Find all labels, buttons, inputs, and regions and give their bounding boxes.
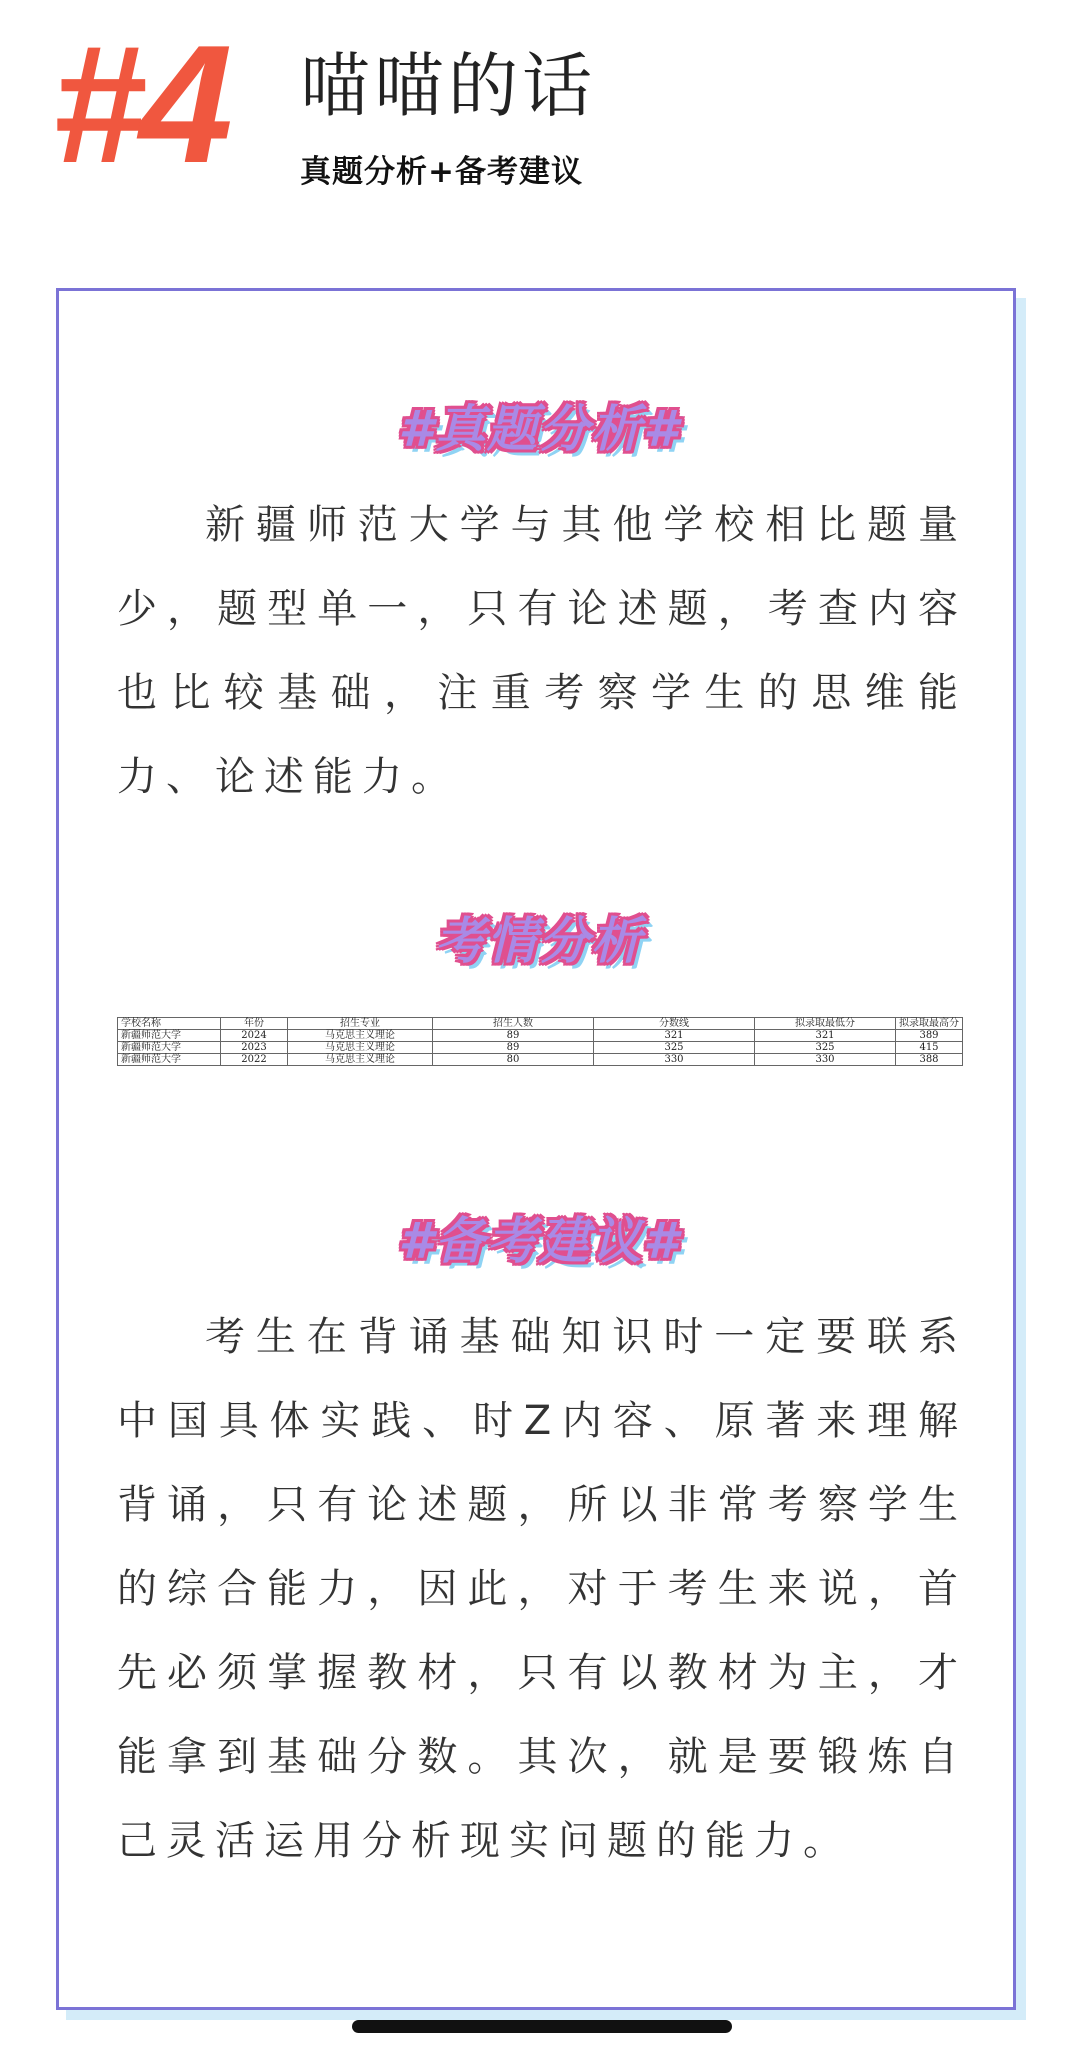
column-header: 学校名称 [118,1018,221,1030]
table-cell: 389 [896,1030,963,1042]
table-cell: 321 [755,1030,896,1042]
table-cell: 马克思主义理论 [288,1030,433,1042]
content-card [56,288,1016,2010]
analysis-paragraph: 新疆师范大学与其他学校相比题量少，题型单一，只有论述题，考查内容也比较基础，注重考察学生的思维能力、论述能力。 [117,502,967,800]
exam-situation-heading: 考情分析 [435,912,643,970]
table-cell: 80 [433,1054,594,1066]
column-header: 招生人数 [433,1018,594,1030]
table-cell: 325 [755,1042,896,1054]
score-table [117,1017,963,1066]
table-cell: 89 [433,1030,594,1042]
home-indicator[interactable] [352,2020,732,2033]
table-row [118,1054,963,1066]
advice-paragraph: 考生在背诵基础知识时一定要联系中国具体实践、时Z内容、原著来理解背诵，只有论述题，所以非常考察学生的综合能力，因此，对于考生来说，首先必须掌握教材，只有以教材为主，才能拿到基础分数。其次，就是要锻炼自己灵活运用分析现实问题的能力。 [117,1314,967,1864]
table-cell: 新疆师范大学 [118,1054,221,1066]
table-cell: 马克思主义理论 [288,1042,433,1054]
table-cell: 330 [594,1054,755,1066]
table-cell: 2023 [221,1042,288,1054]
page-header [0,0,1080,220]
page-subtitle: 真题分析+备考建议 [300,154,583,190]
column-header: 招生专业 [288,1018,433,1030]
table-cell: 330 [755,1054,896,1066]
table-cell: 321 [594,1030,755,1042]
table-cell: 415 [896,1042,963,1054]
table-cell: 新疆师范大学 [118,1030,221,1042]
table-cell: 2024 [221,1030,288,1042]
column-header: 分数线 [594,1018,755,1030]
table-row [118,1030,963,1042]
table-cell: 325 [594,1042,755,1054]
advice-heading: #备考建议# [398,1212,680,1270]
table-cell: 2022 [221,1054,288,1066]
column-header: 年份 [221,1018,288,1030]
page-title: 喵喵的话 [300,45,596,127]
table-header-row [118,1018,963,1030]
table-row [118,1042,963,1054]
section-number: #4 [52,10,227,198]
table-cell: 388 [896,1054,963,1066]
table-cell: 新疆师范大学 [118,1042,221,1054]
table-cell: 89 [433,1042,594,1054]
column-header: 拟录取最低分 [755,1018,896,1030]
table-cell: 马克思主义理论 [288,1054,433,1066]
column-header: 拟录取最高分 [896,1018,963,1030]
analysis-heading: #真题分析# [398,400,680,458]
